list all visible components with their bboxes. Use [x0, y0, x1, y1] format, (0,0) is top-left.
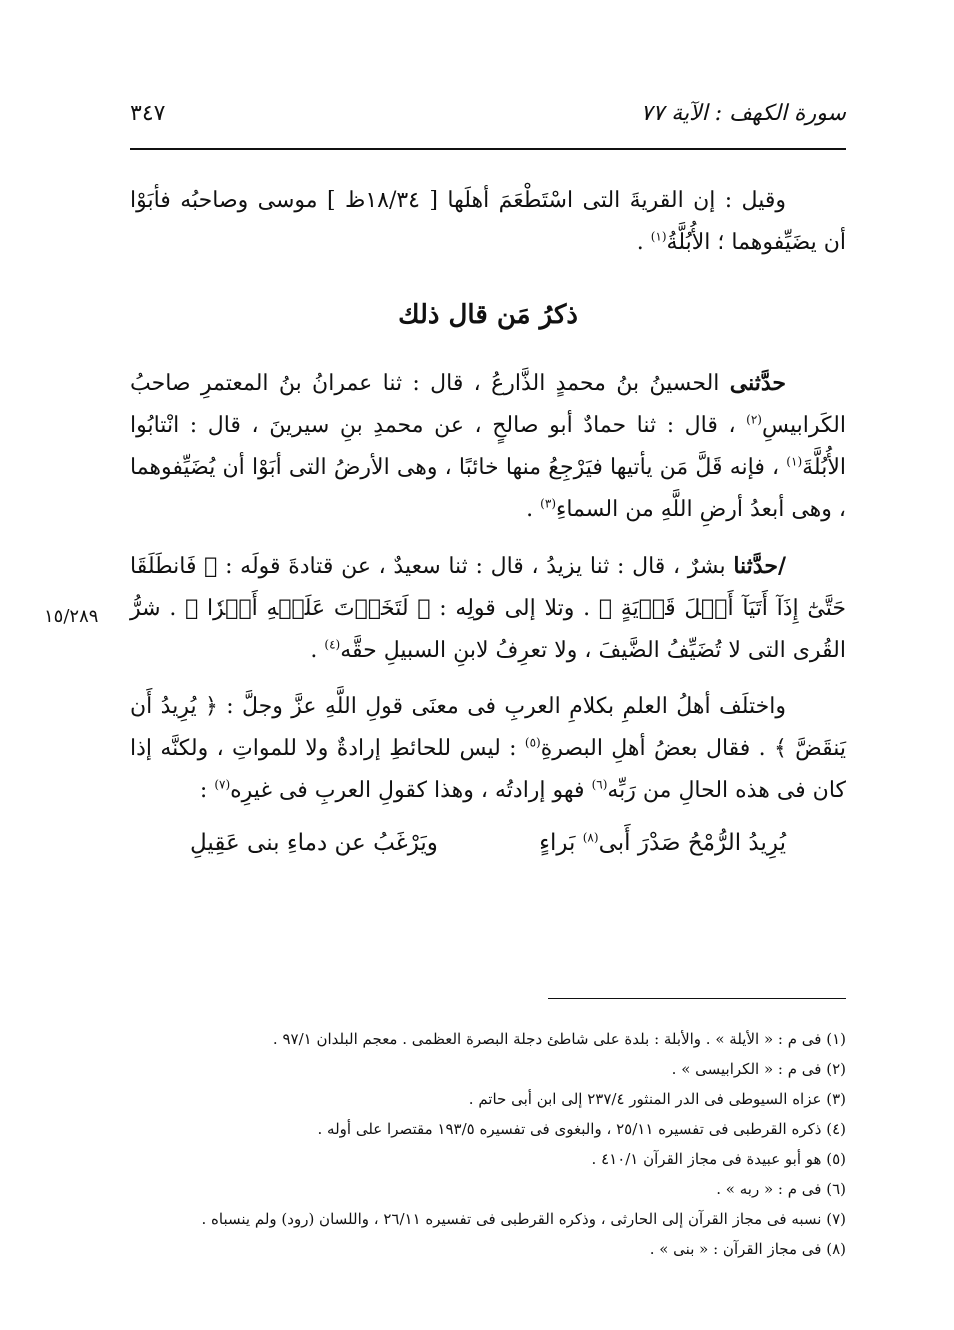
paragraph-1-text: وقيل : إن القريةَ التى اسْتَطْعَمَ أهلَها [ ١٨/٣٤ظ ] موسى وصاحبُه فأبَوْا أن يضَيِّفوهما ؛ الأُبُلَّةُ — [130, 188, 846, 255]
paragraph-2-text-a: الحسينُ بنُ محمدٍ الذَّارعُ ، قال : ثنا عمرانُ بنُ المعتمرِ صاحبُ الكَرابيسِ — [130, 371, 846, 438]
verse-hemistich-1 — [539, 822, 786, 864]
section-heading: ذكرُ مَن قال ذلك — [398, 300, 578, 330]
paragraph-4-text-a: واختلَف أهلُ العلمِ بكلامِ العربِ فى معنَى قولِ اللَّهِ عزَّ وجلَّ : ﴿ يُرِيدُ أَن يَنقَضَّ ﴾ . فقال بعضُ أهلِ البصرةِ — [130, 694, 847, 761]
paragraph-2-lead: حدَّثنى — [729, 370, 786, 396]
header-rule — [130, 148, 846, 150]
paragraph-4-end: : — [199, 778, 215, 803]
paragraph-1-end: . — [636, 230, 651, 255]
paragraph-4 — [130, 686, 846, 812]
footnote-marker: (٧) — [214, 777, 231, 792]
footnote-marker: (٤) — [324, 637, 341, 652]
paragraph-3-text: بشرٌ ، قال : ثنا يزيدُ ، قال : ثنا سعيدٌ ، عن قتادةَ قولَه : ﴿ فَانطَلَقَا حَتَّىٰٓ إِذَآ أَتَيَآ أَهۡلَ قَرۡيَةٍ ﴾ . وتلا إلى قولِه : ﴿ لَتَخَذۡتَ عَلَيۡهِ أَجۡرٗا ﴾ . شرُّ القُرى التى لا تُضَيِّفُ الضَّيفَ ، ولا تعرِفُ لابنِ السبيلِ حقَّه — [130, 554, 846, 663]
paragraph-4-text-c: فهو إرادتُه ، وهذا كقولِ العربِ فى غيرِه — [230, 778, 592, 803]
footnotes — [130, 1024, 846, 1264]
marginal-reference: ١٥/٢٨٩ — [44, 606, 99, 627]
footnote-2: (٢) فى م : « الكرابيسى » . — [671, 1060, 846, 1078]
footnote-marker: (١) — [650, 229, 667, 244]
main-text — [130, 180, 846, 864]
page-number: ٣٤٧ — [130, 100, 166, 126]
verse-hemistich-2: ويَرْغَبُ عن دماءِ بنى عَقِيلِ — [190, 830, 438, 856]
paragraph-3 — [130, 545, 846, 672]
footnote-6: (٦) فى م : « ربه » . — [716, 1180, 846, 1198]
paragraph-2-text-b: ، قال : ثنا حمادٌ أبو صالحٍ ، عن محمدِ بنِ سيرينَ ، قال : انْتابُوا الأُبُلَّةَ — [130, 413, 846, 480]
paragraph-2-end: . — [526, 497, 541, 522]
paragraph-3-lead: /حدَّثنا — [733, 553, 786, 579]
paragraph-2-text-c: ، فإنه قَلَّ مَن يأتيها فيَرْجِعُ منها خائبًا ، وهى الأرضُ التى أبَوْا أن يُضَيِّفوهما ، وهى أبعدُ أرضِ اللَّهِ من السماءِ — [130, 455, 846, 522]
footnote-marker: (٣) — [540, 496, 556, 511]
footnote-marker: (٨) — [582, 830, 599, 845]
paragraph-3-end: . — [310, 638, 325, 663]
footnote-3: (٣) عزاه السيوطى فى الدر المنثور ٢٣٧/٤ إلى ابن أبى حاتم . — [468, 1090, 846, 1108]
footnote-8: (٨) فى مجاز القرآن : « بنى » . — [649, 1240, 846, 1258]
footnote-5: (٥) هو أبو عبيدة فى مجاز القرآن ٤١٠/١ . — [591, 1150, 846, 1168]
verse-a-text: يُرِيدُ الرُّمْحُ صَدْرَ أَبى — [598, 830, 786, 856]
footnote-7: (٧) نسبه فى مجاز القرآن إلى الحارثى ، وذكره القرطبى فى تفسيره ٢٦/١١ ، واللسان (رود) ولم ينسباه . — [201, 1210, 846, 1228]
poetry-verse — [190, 822, 786, 864]
footnote-rule — [548, 998, 846, 999]
running-header — [130, 93, 846, 133]
paragraph-1 — [130, 180, 846, 264]
footnote-4: (٤) ذكره القرطبى فى تفسيره ٢٥/١١ ، والبغوى فى تفسيره ١٩٣/٥ مقتصرا على أوله . — [317, 1120, 846, 1138]
footnote-1: (١) فى م : « الأيلة » . والأبلة : بلدة على شاطئ دجلة البصرة العظمى . معجم البلدان ٩٧/١ . — [272, 1030, 846, 1048]
header-title: سورة الكهف : الآية ٧٧ — [640, 100, 846, 126]
paragraph-4-text-b: : ليس للحائطِ إرادةٌ ولا للمواتِ ، ولكنَّه إذا كان فى هذه الحالِ من رَبِّه — [130, 736, 846, 803]
footnote-marker: (٦) — [591, 777, 608, 792]
verse-a-end: بَراءٍ — [539, 830, 583, 856]
paragraph-2 — [130, 362, 846, 531]
footnote-marker: (٢) — [746, 412, 762, 427]
footnote-marker: (١) — [786, 454, 803, 469]
footnote-marker: (٥) — [524, 735, 541, 750]
